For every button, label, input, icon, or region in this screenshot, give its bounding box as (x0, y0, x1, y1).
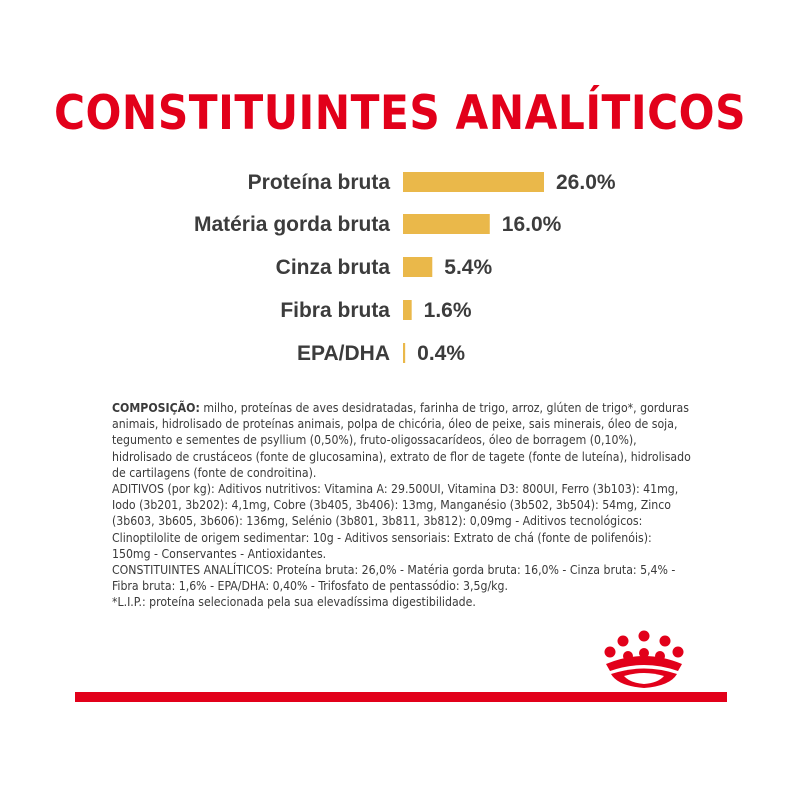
value-label: 16.0% (501, 213, 562, 236)
page-title: CONSTITUINTES ANALÍTICOS (53, 86, 747, 141)
value-label: 26.0% (556, 171, 616, 194)
composition-block (112, 400, 692, 611)
footnote-text: *L.I.P.: proteína selecionada pela sua elevadíssima digestibilidade. (112, 595, 476, 610)
royal-canin-crown-icon (598, 628, 690, 690)
composition-label: COMPOSIÇÃO: (112, 401, 200, 415)
bar (403, 343, 405, 363)
category-label: Cinza bruta (275, 256, 390, 279)
bar (403, 214, 490, 234)
category-label: Fibra bruta (280, 299, 390, 322)
bottom-red-bar (75, 692, 727, 702)
category-label: EPA/DHA (297, 342, 390, 365)
value-label: 0.4% (417, 342, 466, 365)
bar (403, 257, 432, 277)
composition-text: milho, proteínas de aves desidratadas, farinha de trigo, arroz, glúten de trigo*, gorduras animais, hidrolisado de proteínas animais, polpa de chicória, óleo de peixe, sais minerais, óleo de soja, tegumento e sementes de psyllium (0,50%), fruto-oligossacarídeos, óleo de borragem (0,10%), hidrolisado de crustáceos (fonte de glucosamina), extrato de flor de tagete (fonte de luteína), hidrolisado de cartilagens (fonte de condroitina). (112, 401, 691, 480)
bar (403, 300, 412, 320)
bar (403, 172, 544, 192)
value-label: 1.6% (423, 299, 472, 322)
additives-text: ADITIVOS (por kg): Aditivos nutritivos: Vitamina A: 29.500UI, Vitamina D3: 800UI, Ferro (3b103): 41mg, Iodo (3b201, 3b202): 4,1mg, Cobre (3b405, 3b406): 13mg, Manganésio (3b502, 3b504): 54mg, Zinco (3b603, 3b605, 3b606): 136mg, Selénio (3b801, 3b811, 3b812): 0,09mg - Aditivos tecnológicos: Clinoptilolite de origem sedimentar: 10g - Aditivos sensoriais: Extrato de chá (fonte de polifenóis): 150mg - Conservantes - Antioxidantes. (112, 482, 679, 561)
value-label: 5.4% (444, 256, 493, 279)
category-label: Matéria gorda bruta (193, 213, 390, 236)
composition-paragraph (112, 400, 692, 481)
analytical-text: CONSTITUINTES ANALÍTICOS: Proteína bruta: 26,0% - Matéria gorda bruta: 16,0% - Cinza bruta: 5,4% - Fibra bruta: 1,6% - EPA/DHA: 0,40% - Trifosfato de pentassódio: 3,5g/kg. (112, 563, 676, 594)
category-label: Proteína bruta (247, 171, 390, 194)
